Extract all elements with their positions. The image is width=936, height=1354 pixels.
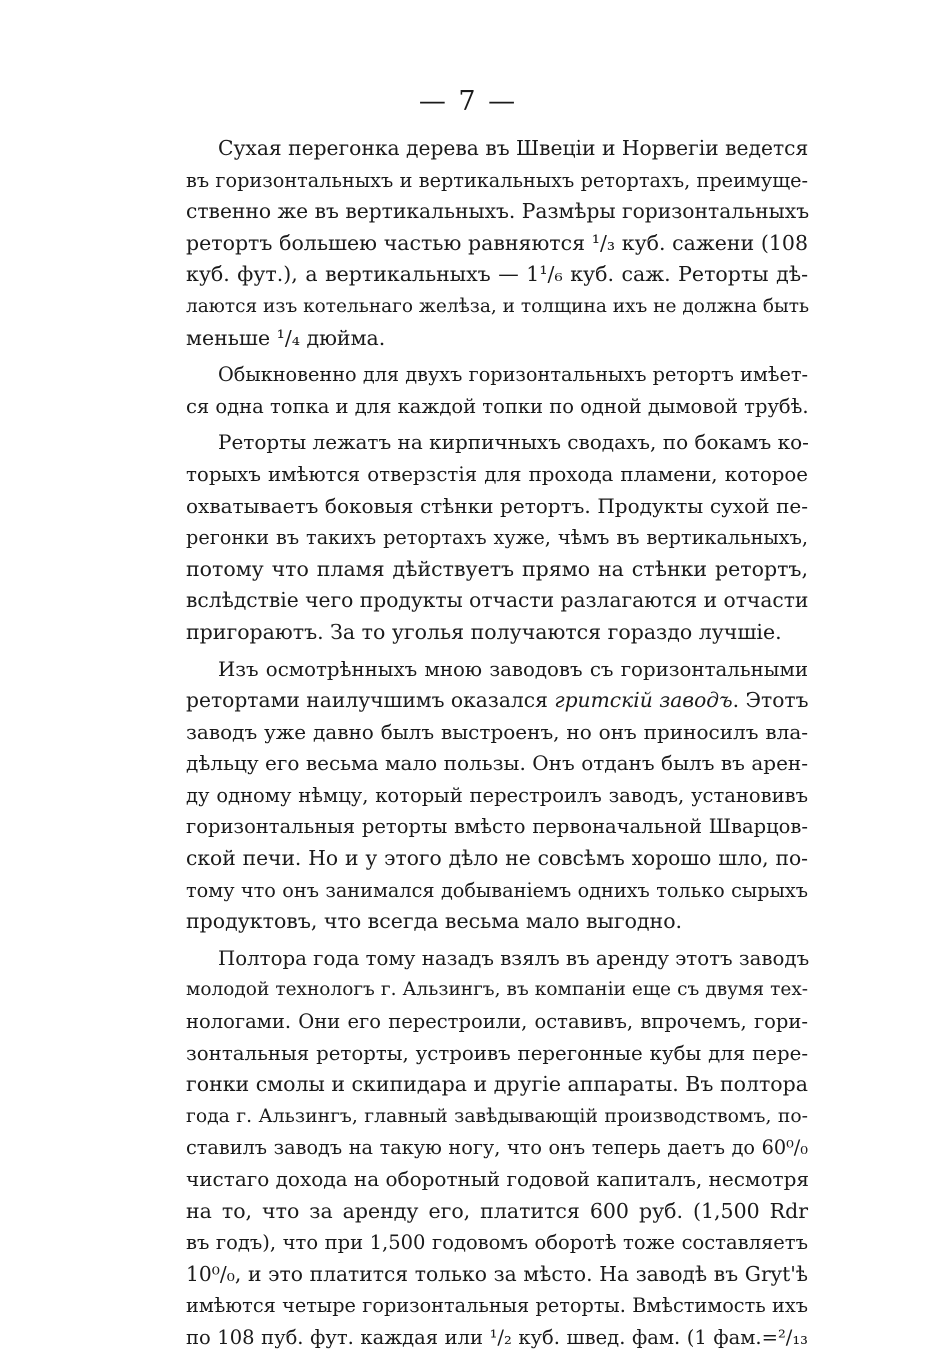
text-line: Полтора года тому назадъ взялъ въ аренду этотъ заводъ	[218, 946, 810, 970]
text-line: ду одному нѣмцу, который перестроилъ заводъ, установивъ	[186, 783, 808, 807]
text-line: лаются изъ котельнаго желѣза, и толщина ихъ не должна быть	[186, 295, 810, 317]
text-line: гонки смолы и скипидара и другіе аппараты. Въ полтора	[186, 1072, 808, 1097]
text-line: продуктовъ, что всегда весьма мало выгодно.	[186, 909, 683, 934]
text-line: Сухая перегонка дерева въ Швеціи и Норвегіи ведется	[218, 136, 809, 160]
text-line: молодой технологъ г. Альзингъ, въ компаніи еще съ двумя тех-	[186, 979, 808, 1001]
text-line: дѣльцу его весьма мало пользы. Онъ отданъ былъ въ арен-	[186, 751, 808, 776]
paragraph	[186, 654, 808, 938]
text-line: чистаго дохода на оборотный годовой капиталъ, несмотря	[186, 1167, 809, 1191]
text-segment: . Этотъ	[732, 688, 809, 713]
page-number: — 7 —	[418, 86, 518, 117]
text-line: охватываетъ боковыя стѣнки ретортъ. Продукты сухой пе-	[186, 493, 808, 518]
text-line: по 108 пуб. фут. каждая или ¹/₂ куб. швед. фам. (1 фам.=²/₁₃	[186, 1325, 808, 1349]
text-line	[186, 685, 808, 717]
text-line: ставилъ заводъ на такую ногу, что онъ теперь даетъ до 60⁰/₀	[186, 1136, 808, 1160]
body-text	[186, 133, 808, 1354]
text-line: тому что онъ занимался добываніемъ однихъ только сырыхъ	[186, 878, 808, 902]
paragraph	[186, 359, 808, 422]
text-line: ся одна топка и для каждой топки по одной дымовой трубѣ.	[186, 394, 809, 418]
text-line: вслѣдствіе чего продукты отчасти разлагаются и отчасти	[186, 588, 809, 613]
text-line: въ годъ), что при 1,500 годовомъ оборотѣ тоже составляетъ	[186, 1231, 808, 1255]
text-line: потому что пламя дѣйствуетъ прямо на стѣнки ретортъ,	[186, 556, 808, 581]
text-line: имѣются четыре горизонтальныя реторты. Вмѣстимость ихъ	[186, 1294, 808, 1318]
text-line: пригораютъ. За то уголья получаются гораздо лучшіе.	[186, 619, 782, 644]
text-line: года г. Альзингъ, главный завѣдывающій производствомъ, по-	[186, 1105, 808, 1127]
text-line: нологами. Они его перестроили, оставивъ, впрочемъ, гори-	[186, 1010, 808, 1034]
factory-name: гритскій заводъ	[554, 688, 733, 713]
text-segment: ретортами наилучшимъ оказался	[186, 688, 548, 713]
paragraph	[186, 427, 808, 648]
text-line: зонтальныя реторты, устроивъ перегонные кубы для пере-	[186, 1041, 808, 1065]
text-line: въ горизонтальныхъ и вертикальныхъ ретортахъ, преимуще-	[186, 168, 808, 192]
text-line: на то, что за аренду его, платится 600 руб. (1,500 Rdr	[186, 1198, 808, 1223]
text-line: ственно же въ вертикальныхъ. Размѣры горизонтальныхъ	[186, 199, 810, 224]
text-line: Реторты лежатъ на кирпичныхъ сводахъ, по бокамъ ко-	[218, 430, 809, 455]
text-line: горизонтальныя реторты вмѣсто первоначальной Шварцов-	[186, 815, 808, 839]
text-line: регонки въ такихъ ретортахъ хуже, чѣмъ въ вертикальныхъ,	[186, 526, 808, 550]
text-line: 10⁰/₀, и это платится только за мѣсто. На заводѣ въ Gryt'ѣ	[186, 1261, 808, 1286]
text-line: меньше ¹/₄ дюйма.	[186, 325, 386, 350]
text-line: ретортъ большею частью равняются ¹/₃ куб. сажени (108	[186, 230, 808, 255]
paragraph	[186, 943, 808, 1354]
text-line: Обыкновенно для двухъ горизонтальныхъ ретортъ имѣет-	[218, 363, 808, 387]
paragraph	[186, 133, 808, 354]
text-line: куб. фут.), а вертикальныхъ — 1¹/₆ куб. саж. Реторты дѣ-	[186, 262, 808, 287]
text-line: заводъ уже давно былъ выстроенъ, но онъ приносилъ вла-	[186, 719, 808, 744]
text-line: ской печи. Но и у этого дѣло не совсѣмъ хорошо шло, по-	[186, 846, 808, 871]
text-line: торыхъ имѣются отверзстія для прохода пламени, которое	[186, 462, 808, 486]
text-line: Изъ осмотрѣнныхъ мною заводовъ съ горизонтальными	[218, 657, 808, 681]
